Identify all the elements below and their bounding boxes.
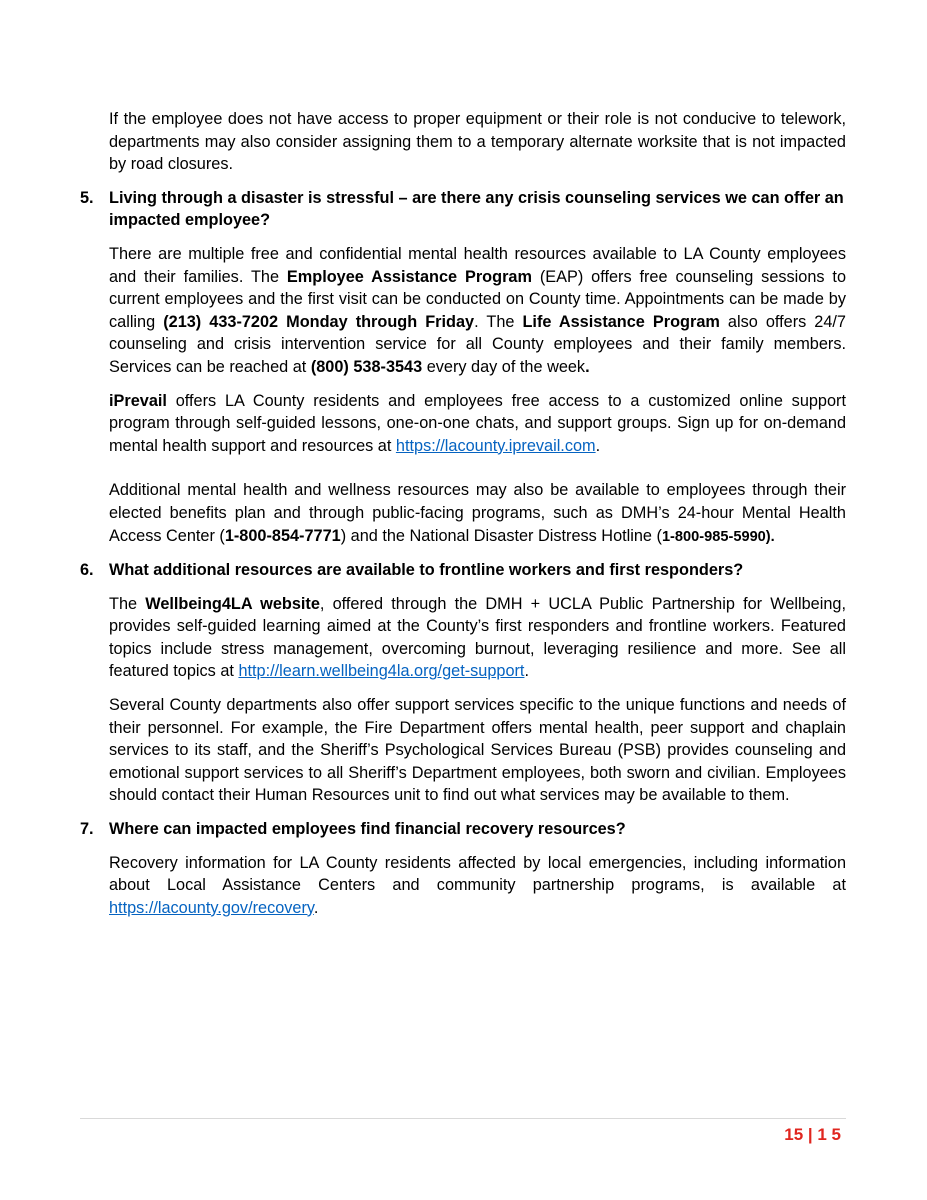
- disaster-hotline-phone: 1-800-985-5990).: [661, 528, 775, 545]
- text-run: .: [524, 662, 529, 681]
- q6-department-services-paragraph: Several County departments also offer support services specific to the unique functions and needs of their personnel. For example, the Fire Department offers mental health, peer support and chaplain services to its staff, and the Sheriff’s Psychological Services Bureau (PSB) provides counseling and emotional support services to all Sheriff’s Department employees, both sworn and civilian. Employees should contact their Human Resources unit to find out what services may be available to them.: [109, 696, 846, 805]
- text-run: ) and the National Disaster Distress Hotline (: [340, 526, 662, 545]
- q5-eap-paragraph: [109, 243, 846, 379]
- text-run: , offered through the DMH + UCLA Public Partnership for Wellbeing, provides self-guided learning aimed at the County’s first responders and frontline workers. Featured topics include stress management, overcoming burnout, leveraging resilience and more. See all featured topics at: [109, 594, 846, 681]
- question-7-heading: [80, 818, 846, 841]
- life-assistance-name: Life Assistance Program: [522, 312, 720, 331]
- text-run: also offers 24/7 counseling and crisis intervention service for all County employees and their family members. Services can be reached at: [109, 312, 846, 376]
- page-body: [80, 108, 846, 919]
- text-run: .: [313, 898, 319, 917]
- question-6-heading: [80, 559, 846, 582]
- text-run: . The: [474, 312, 523, 331]
- iprevail-link[interactable]: https://lacounty.iprevail.com: [395, 436, 596, 455]
- question-5-heading: [80, 187, 846, 232]
- text-run: The: [109, 594, 146, 613]
- question-number: 6.: [80, 561, 94, 580]
- question-text: Living through a disaster is stressful – are there any crisis counseling services we can offer an impacted employee?: [109, 188, 844, 230]
- question-text: What additional resources are available to frontline workers and first responders?: [109, 561, 744, 580]
- eap-name: Employee Assistance Program: [286, 267, 532, 286]
- access-center-phone: 1-800-854-7771: [224, 526, 341, 545]
- wellbeing4la-link[interactable]: http://learn.wellbeing4la.org/get-support: [238, 662, 525, 681]
- q6-wellbeing-paragraph: [109, 593, 846, 683]
- question-number: 7.: [80, 820, 94, 839]
- q5-additional-resources-paragraph: [109, 479, 846, 548]
- text-run: offers LA County residents and employees free access to a customized online support program through self-guided lessons, one-on-one chats, and support groups. Sign up for on-demand mental health support and resources at: [109, 391, 846, 455]
- text-run: .: [595, 436, 601, 455]
- text-run: (EAP) offers free counseling sessions to current employees and the first visit can be conducted on County time. Appointments can be made by calling: [109, 267, 847, 331]
- eap-phone-hours: (213) 433-7202 Monday through Friday: [163, 312, 475, 331]
- page-number: 15 | 1 5: [784, 1125, 841, 1144]
- question-text: Where can impacted employees find financial recovery resources?: [109, 820, 626, 839]
- footer-divider: [80, 1118, 846, 1119]
- text-run: Additional mental health and wellness resources may also be available to employees through their elected benefits plan and through public-facing programs, such as DMH’s 24-hour Mental Health Access Center (: [109, 481, 846, 545]
- iprevail-name: iPrevail: [109, 391, 167, 410]
- intro-paragraph: If the employee does not have access to proper equipment or their role is not conducive to telework, departments may also consider assigning them to a temporary alternate worksite that is not impacted by road closures.: [109, 110, 846, 174]
- text-run: There are multiple free and confidential mental health resources available to LA County employees and their families. The: [109, 244, 846, 286]
- text-run: .: [585, 357, 590, 376]
- recovery-link[interactable]: https://lacounty.gov/recovery: [109, 898, 314, 917]
- text-run: Recovery information for LA County residents affected by local emergencies, including information about Local Assistance Centers and community partnership programs, is available at: [109, 853, 846, 895]
- text-run: every day of the week: [422, 357, 586, 376]
- question-number: 5.: [80, 188, 94, 207]
- q5-iprevail-paragraph: [109, 390, 846, 458]
- wellbeing4la-name: Wellbeing4LA website: [145, 594, 320, 613]
- q7-recovery-paragraph: [109, 852, 846, 920]
- life-assistance-phone: (800) 538-3543: [310, 357, 423, 376]
